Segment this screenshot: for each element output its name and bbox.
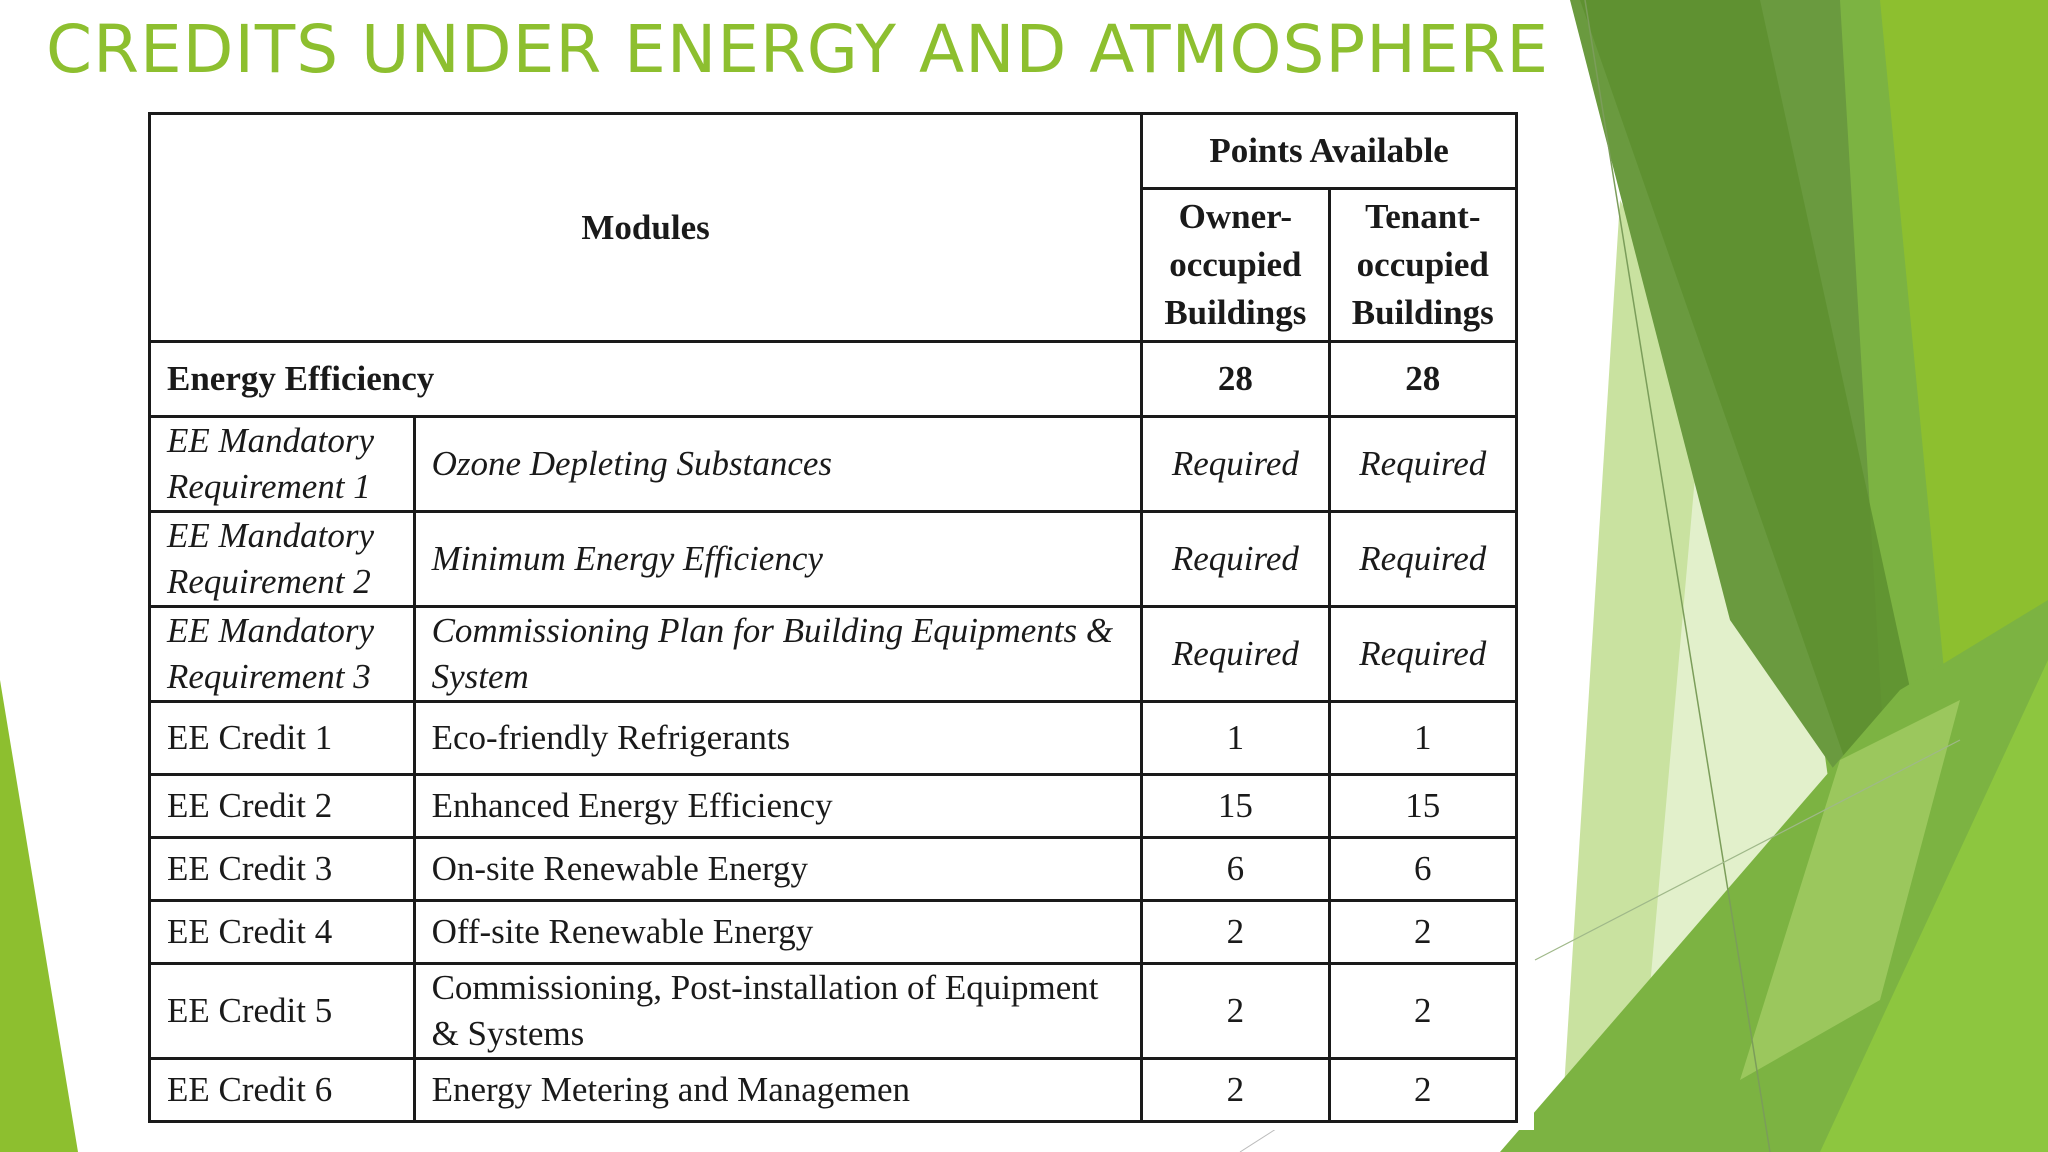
row-owner-points: 2 bbox=[1142, 964, 1329, 1059]
row-owner-points: Required bbox=[1142, 417, 1329, 512]
header-points-available: Points Available bbox=[1142, 114, 1517, 189]
credits-table bbox=[148, 112, 1518, 1123]
row-owner-points: 2 bbox=[1142, 1059, 1329, 1122]
row-code: EE Mandatory Requirement 2 bbox=[150, 512, 415, 607]
row-code: EE Credit 6 bbox=[150, 1059, 415, 1122]
row-name: Off-site Renewable Energy bbox=[414, 901, 1142, 964]
row-name: On-site Renewable Energy bbox=[414, 838, 1142, 901]
table-row bbox=[150, 607, 1517, 702]
row-name: Commissioning, Post-installation of Equipment & Systems bbox=[414, 964, 1142, 1059]
table-row bbox=[150, 417, 1517, 512]
section-row-energy-efficiency bbox=[150, 342, 1517, 417]
row-tenant-points: 6 bbox=[1329, 838, 1516, 901]
row-name: Energy Metering and Managemen bbox=[414, 1059, 1142, 1122]
slide-title: CREDITS UNDER ENERGY AND ATMOSPHERE bbox=[46, 11, 1550, 88]
row-code: EE Credit 5 bbox=[150, 964, 415, 1059]
row-owner-points: 1 bbox=[1142, 702, 1329, 775]
header-tenant-occupied: Tenant-occupied Buildings bbox=[1329, 189, 1516, 342]
table-row bbox=[150, 512, 1517, 607]
section-tenant-points: 28 bbox=[1329, 342, 1516, 417]
row-owner-points: 6 bbox=[1142, 838, 1329, 901]
header-modules: Modules bbox=[150, 114, 1142, 342]
row-owner-points: Required bbox=[1142, 607, 1329, 702]
row-owner-points: Required bbox=[1142, 512, 1329, 607]
table-row bbox=[150, 775, 1517, 838]
table-row bbox=[150, 901, 1517, 964]
row-code: EE Credit 1 bbox=[150, 702, 415, 775]
row-tenant-points: 1 bbox=[1329, 702, 1516, 775]
header-owner-occupied: Owner-occupied Buildings bbox=[1142, 189, 1329, 342]
row-name: Eco-friendly Refrigerants bbox=[414, 702, 1142, 775]
section-owner-points: 28 bbox=[1142, 342, 1329, 417]
row-name: Enhanced Energy Efficiency bbox=[414, 775, 1142, 838]
row-code: EE Mandatory Requirement 3 bbox=[150, 607, 415, 702]
table-row bbox=[150, 838, 1517, 901]
row-tenant-points: 15 bbox=[1329, 775, 1516, 838]
row-tenant-points: 2 bbox=[1329, 901, 1516, 964]
section-label: Energy Efficiency bbox=[150, 342, 1142, 417]
row-tenant-points: 2 bbox=[1329, 964, 1516, 1059]
table-row bbox=[150, 964, 1517, 1059]
table-row bbox=[150, 702, 1517, 775]
table-row bbox=[150, 1059, 1517, 1122]
row-tenant-points: Required bbox=[1329, 607, 1516, 702]
row-owner-points: 15 bbox=[1142, 775, 1329, 838]
row-name: Commissioning Plan for Building Equipments & System bbox=[414, 607, 1142, 702]
row-tenant-points: Required bbox=[1329, 512, 1516, 607]
row-code: EE Credit 3 bbox=[150, 838, 415, 901]
row-owner-points: 2 bbox=[1142, 901, 1329, 964]
left-green-shard bbox=[0, 680, 78, 1152]
row-code: EE Credit 2 bbox=[150, 775, 415, 838]
row-tenant-points: 2 bbox=[1329, 1059, 1516, 1122]
table-image-panel bbox=[76, 104, 1534, 1130]
row-name: Minimum Energy Efficiency bbox=[414, 512, 1142, 607]
row-code: EE Mandatory Requirement 1 bbox=[150, 417, 415, 512]
row-code: EE Credit 4 bbox=[150, 901, 415, 964]
row-name: Ozone Depleting Substances bbox=[414, 417, 1142, 512]
row-tenant-points: Required bbox=[1329, 417, 1516, 512]
